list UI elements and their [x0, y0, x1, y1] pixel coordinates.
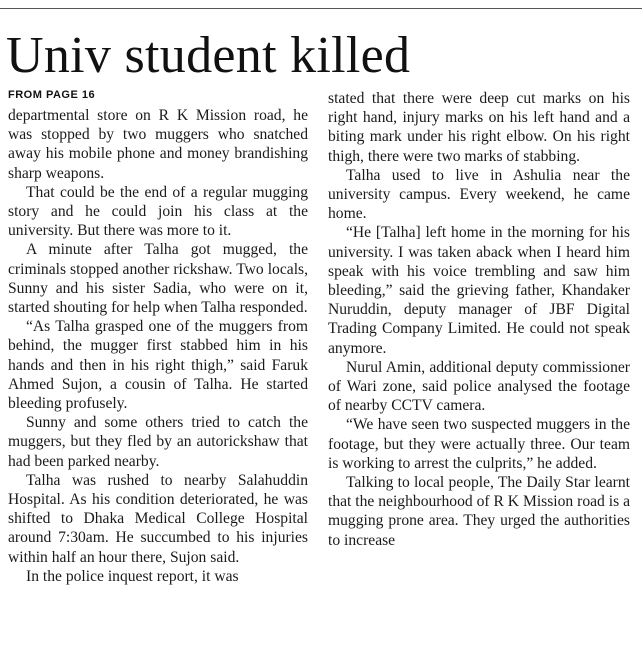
paragraph: Nurul Amin, additional deputy commissioner of Wari zone, said police analysed the footage of nearby CCTV camera. [328, 358, 630, 415]
article-column-left [8, 106, 308, 586]
headline: Univ student killed [6, 27, 411, 84]
paragraph: “He [Talha] left home in the morning for his university. I was taken aback when I heard him speak with his voice trembling and saw him bleeding,” said the grieving father, Khandaker Nuruddin, deputy manager of JBF Digital Trading Company Limited. He could not speak anymore. [328, 224, 630, 357]
page-top-rule [0, 0, 642, 9]
paragraph: departmental store on R K Mission road, he was stopped by two muggers who snatched away his mobile phone and money brandishing sharp weapons. [8, 107, 308, 182]
paragraph: A minute after Talha got mugged, the criminals stopped another rickshaw. Two locals, Sunny and his sister Sadia, who were on it, started shouting for help when Talha responded. [8, 241, 308, 317]
paragraph: Talking to local people, The Daily Star learnt that the neighbourhood of R K Mission road is a mugging prone area. They urged the authorities to increase [328, 474, 630, 549]
continued-from-label: FROM PAGE 16 [8, 89, 96, 101]
paragraph: stated that there were deep cut marks on his right hand, injury marks on his left hand and a biting mark under his right elbow. On his right thigh, there were two marks of stabbing. [328, 90, 630, 165]
paragraph: Talha used to live in Ashulia near the university campus. Every weekend, he came home. [328, 166, 630, 223]
article-column-right [328, 89, 630, 550]
paragraph: Sunny and some others tried to catch the muggers, but they fled by an autorickshaw that had been parked nearby. [8, 414, 308, 470]
paragraph: That could be the end of a regular mugging story and he could join his class at the university. But there was more to it. [8, 183, 308, 240]
paragraph: “As Talha grasped one of the muggers from behind, the mugger first stabbed him in his hands and then in his right thigh,” said Faruk Ahmed Sujon, a cousin of Talha. He started bleeding profusely. [8, 318, 308, 413]
paragraph: In the police inquest report, it was [26, 567, 239, 585]
paragraph: Talha was rushed to nearby Salahuddin Hospital. As his condition deteriorated, he was shifted to Dhaka Medical College Hospital around 7:30am. He succumbed to his injuries within half an hour there, Sujon said. [8, 471, 308, 566]
paragraph: “We have seen two suspected muggers in the footage, but they were actually three. Our team is working to arrest the culprits,” he added. [328, 416, 630, 472]
